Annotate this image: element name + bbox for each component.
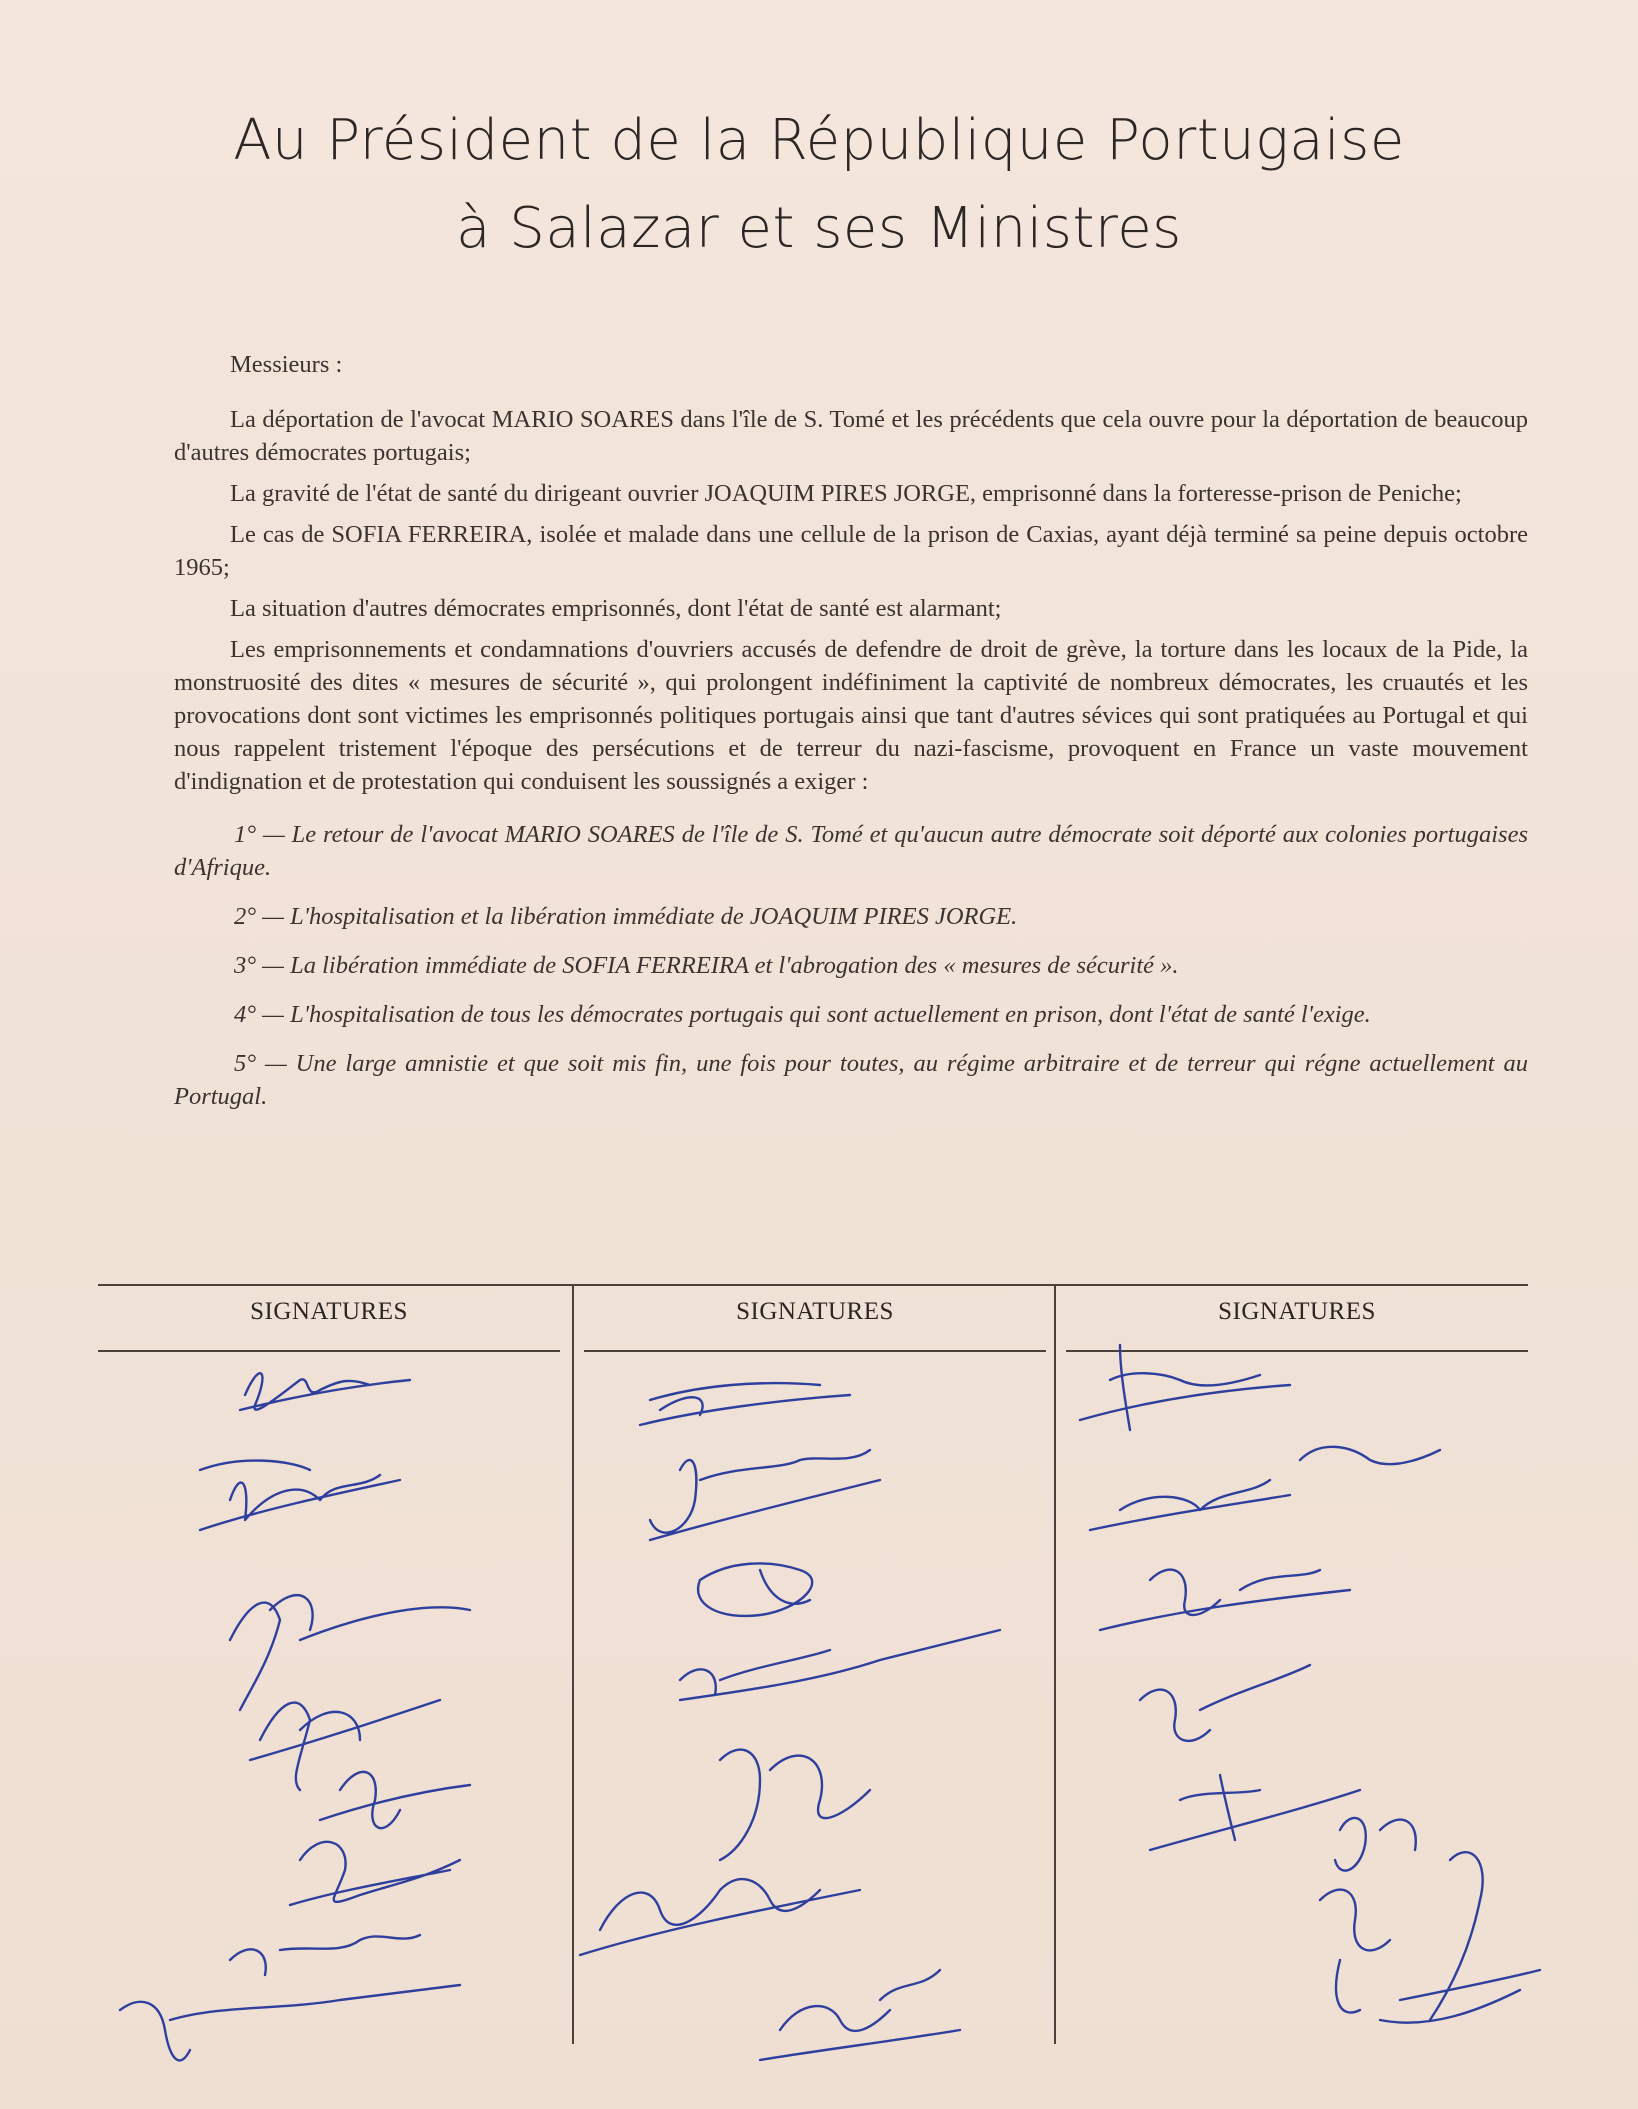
demand-item: 5° — Une large amnistie et que soit mis fin, une fois pour toutes, au régime arbitraire et de terreur qui régne actuellement au Portugal. — [174, 1050, 1528, 1110]
signature-column-3 — [1066, 1284, 1528, 2044]
paragraph: La déportation de l'avocat MARIO SOARES dans l'île de S. Tomé et les précédents que cela ouvre pour la déportation de beaucoup d'autres démocrates portugais; — [174, 406, 1528, 466]
signature-table — [98, 1284, 1528, 2044]
signature-column-2 — [584, 1284, 1046, 2044]
signature-column-heading: SIGNATURES — [736, 1298, 894, 1325]
column-divider — [572, 1284, 574, 2044]
letter-title-line-1: Au Président de la République Portugaise — [233, 108, 1405, 173]
heading-rule — [98, 1350, 560, 1352]
signature-column-heading: SIGNATURES — [250, 1298, 408, 1325]
demand-item: 4° — L'hospitalisation de tous les démocrates portugais qui sont actuellement en prison, dont l'état de santé l'exige. — [234, 1001, 1371, 1028]
signature-column-heading: SIGNATURES — [1218, 1298, 1376, 1325]
demand-item: 2° — L'hospitalisation et la libération immédiate de JOAQUIM PIRES JORGE. — [234, 903, 1018, 930]
column-divider — [1054, 1284, 1056, 2044]
paragraph: La situation d'autres démocrates emprisonnés, dont l'état de santé est alarmant; — [230, 595, 1002, 622]
demand-item: 1° — Le retour de l'avocat MARIO SOARES de l'île de S. Tomé et qu'aucun autre démocrate soit déporté aux colonies portugaises d'Afrique. — [174, 821, 1528, 881]
signature-column-1 — [98, 1284, 560, 2044]
letter-body — [174, 348, 1528, 1129]
heading-rule — [1066, 1350, 1528, 1352]
paragraph: Le cas de SOFIA FERREIRA, isolée et malade dans une cellule de la prison de Caxias, ayant déjà terminé sa peine depuis octobre 1965; — [174, 521, 1528, 581]
letter-title-line-2: à Salazar et ses Ministres — [456, 196, 1182, 261]
paragraph: La gravité de l'état de santé du dirigeant ouvrier JOAQUIM PIRES JORGE, emprisonné dans la forteresse-prison de Peniche; — [230, 480, 1462, 507]
demands-list — [174, 818, 1528, 1113]
paragraph: Les emprisonnements et condamnations d'ouvriers accusés de defendre de droit de grève, la torture dans les locaux de la Pide, la monstruosité des dites « mesures de sécurité », qui prolongent indéfiniment la captivité de nombreux démocrates, les cruautés et les provocations dont sont victimes les emprisonnés politiques portugais ainsi que tant d'autres sévices qui sont pratiquées au Portugal et qui nous rappelent tristement l'époque des persécutions et de terreur du nazi-fascisme, provoquent en France un vaste mouvement d'indignation et de protestation qui conduisent les soussignés a exiger : — [174, 636, 1528, 795]
salutation: Messieurs : — [230, 351, 343, 378]
demand-item: 3° — La libération immédiate de SOFIA FERREIRA et l'abrogation des « mesures de sécurité ». — [234, 952, 1179, 979]
heading-rule — [584, 1350, 1046, 1352]
